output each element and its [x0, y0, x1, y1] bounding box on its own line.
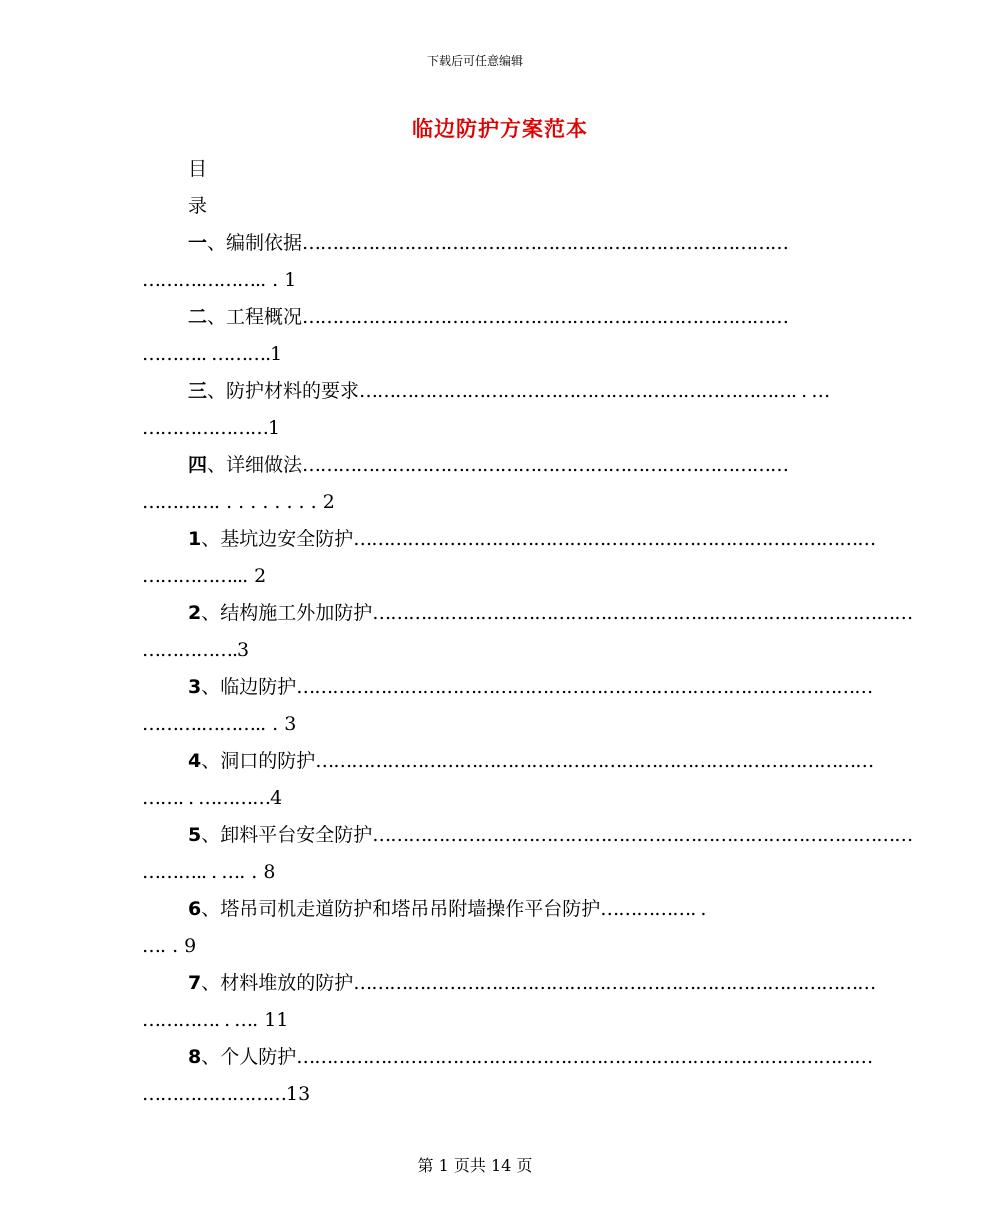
toc-leader-dots: …………………………………………………………………………………… — [296, 676, 873, 698]
table-of-contents — [0, 229, 950, 1117]
toc-leader-dots-continued: ……. . ………… — [142, 787, 271, 809]
toc-leader-dots: ……………………………………………………………………… — [302, 306, 789, 328]
toc-entry[interactable] — [0, 599, 950, 673]
toc-entry-number: 5 — [188, 824, 202, 846]
toc-entry[interactable] — [0, 525, 950, 599]
toc-entry-title: 材料堆放的防护 — [220, 972, 354, 994]
toc-entry[interactable] — [0, 969, 950, 1043]
toc-leader-dots-continued: …………. . … — [142, 1009, 253, 1031]
toc-entry-continuation-line — [142, 932, 806, 960]
toc-leader-dots-continued: ……….………. — [142, 713, 261, 735]
page-header: 下载后可任意编辑 — [426, 54, 523, 68]
toc-entry-separator: 、 — [207, 454, 227, 476]
toc-entry-number: 7 — [188, 972, 202, 994]
toc-entry-continuation-line — [142, 488, 806, 516]
toc-entry-number: 三 — [188, 380, 208, 402]
toc-entry-separator: 、 — [207, 306, 227, 328]
toc-entry-continuation-line — [142, 562, 806, 590]
document-title: 临边防护方案范本 — [412, 116, 588, 141]
toc-entry[interactable] — [0, 747, 950, 821]
toc-entry-heading-line — [188, 747, 874, 775]
toc-entry-title: 结构施工外加防护 — [220, 602, 373, 624]
toc-entry-heading-line — [188, 673, 873, 701]
toc-page-number: . . 9 — [160, 935, 197, 957]
toc-leader-dots: ……………………………………………………………………………… — [372, 602, 913, 624]
toc-entry[interactable] — [0, 303, 950, 377]
toc-entry-title: 临边防护 — [220, 676, 297, 698]
toc-page-number: . . 3 — [260, 713, 297, 735]
toc-entry-number: 4 — [188, 750, 202, 772]
toc-entry-number: 8 — [188, 1046, 202, 1068]
toc-page-number: 3 — [237, 639, 250, 661]
toc-entry-heading-line — [188, 451, 806, 479]
toc-leader-dots: …………………………………………………………………………………… — [296, 1046, 873, 1068]
toc-entry-continuation-line — [142, 1080, 806, 1108]
toc-entry[interactable] — [0, 673, 950, 747]
toc-entry-continuation-line — [142, 636, 806, 664]
toc-entry-heading-line — [188, 895, 806, 923]
toc-entry-heading-line — [188, 303, 806, 331]
toc-leader-dots-continued: ……………. — [142, 639, 238, 661]
toc-entry-number: 3 — [188, 676, 202, 698]
toc-entry-number: 四 — [188, 454, 208, 476]
toc-leader-dots-continued: ………… — [142, 491, 214, 513]
toc-leader-dots-continued: … — [142, 935, 160, 957]
toc-entry-number: 6 — [188, 898, 202, 920]
toc-entry-heading-line — [188, 969, 876, 997]
toc-entry[interactable] — [0, 229, 950, 303]
toc-entry-number: 一 — [188, 232, 208, 254]
toc-leader-dots-continued: …………………… — [142, 1083, 286, 1105]
toc-entry-separator: 、 — [201, 824, 221, 846]
toc-entry-continuation-line — [142, 784, 806, 812]
toc-entry-continuation-line — [142, 1006, 806, 1034]
toc-entry[interactable] — [0, 377, 950, 451]
toc-entry-number: 1 — [188, 528, 202, 550]
toc-entry-continuation-line — [142, 710, 806, 738]
toc-entry-number: 2 — [188, 602, 202, 624]
toc-entry-separator: 、 — [201, 750, 221, 772]
toc-page-number: . . . . . . . . . 2 — [214, 491, 335, 513]
toc-entry-separator: 、 — [201, 676, 221, 698]
toc-leader-dots: ……………………………………………………………………………… — [372, 824, 913, 846]
toc-entry-heading-line — [188, 821, 913, 849]
toc-entry-title: 洞口的防护 — [220, 750, 316, 772]
toc-page-number: 1 — [270, 343, 283, 365]
toc-leader-dots: …………………………………………………………………………… — [353, 972, 876, 994]
toc-entry-heading-line — [188, 229, 806, 257]
toc-leader-dots: ……………. . — [600, 898, 706, 920]
toc-entry-continuation-line — [142, 340, 806, 368]
toc-entry-continuation-line — [142, 414, 806, 442]
toc-leader-dots: ………………………………………………………………. . … — [359, 380, 830, 402]
toc-entry[interactable] — [0, 821, 950, 895]
toc-leader-dots-continued: ……….………. — [142, 269, 261, 291]
toc-entry-title: 防护材料的要求 — [226, 380, 360, 402]
toc-entry-continuation-line — [142, 858, 806, 886]
toc-entry-heading-line — [188, 377, 830, 405]
toc-entry-separator: 、 — [201, 602, 221, 624]
toc-leader-dots-continued: ……….. ………. — [142, 343, 271, 365]
toc-leader-dots: ……………………………………………………………………… — [302, 232, 789, 254]
toc-entry-separator: 、 — [201, 1046, 221, 1068]
toc-page-number: . 11 — [252, 1009, 289, 1031]
toc-entry-heading-line — [188, 599, 913, 627]
toc-entry-title: 工程概况 — [226, 306, 303, 328]
toc-entry-separator: 、 — [207, 232, 227, 254]
toc-entry-number: 二 — [188, 306, 208, 328]
toc-heading-lu: 录 — [188, 195, 208, 217]
page-footer: 第 1 页共 14 页 — [417, 1156, 533, 1175]
toc-entry-separator: 、 — [201, 972, 221, 994]
toc-entry-heading-line — [188, 525, 876, 553]
toc-leader-dots: …………………………………………………………………………… — [353, 528, 876, 550]
toc-leader-dots: ……………………………………………………………………… — [302, 454, 789, 476]
toc-leader-dots-continued: ……….. . … — [142, 861, 240, 883]
toc-page-number: . . 8 — [239, 861, 276, 883]
toc-entry-title: 编制依据 — [226, 232, 303, 254]
toc-page-number: . . 1 — [260, 269, 297, 291]
toc-leader-dots: ………………………………………………………………………………… — [315, 750, 874, 772]
toc-entry-title: 基坑边安全防护 — [220, 528, 354, 550]
toc-entry-title: 个人防护 — [220, 1046, 297, 1068]
toc-page-number: 13 — [286, 1083, 311, 1105]
toc-entry-title: 卸料平台安全防护 — [220, 824, 373, 846]
toc-page-number: 4 — [270, 787, 283, 809]
toc-entry-title: 详细做法 — [226, 454, 303, 476]
toc-entry-continuation-line — [142, 266, 806, 294]
toc-page-number: . 2 — [242, 565, 267, 587]
toc-entry-heading-line — [188, 1043, 873, 1071]
toc-entry[interactable] — [0, 451, 950, 525]
toc-entry[interactable] — [0, 1043, 950, 1117]
toc-entry-separator: 、 — [201, 898, 221, 920]
toc-entry-separator: 、 — [201, 528, 221, 550]
toc-heading-mu: 目 — [188, 158, 208, 180]
toc-leader-dots-continued: ………………… — [142, 417, 268, 439]
toc-page-number: 1 — [268, 417, 281, 439]
toc-entry-title: 塔吊司机走道防护和塔吊吊附墙操作平台防护 — [220, 898, 601, 920]
toc-leader-dots-continued: …………….. — [142, 565, 243, 587]
toc-entry-separator: 、 — [207, 380, 227, 402]
toc-entry[interactable] — [0, 895, 950, 969]
